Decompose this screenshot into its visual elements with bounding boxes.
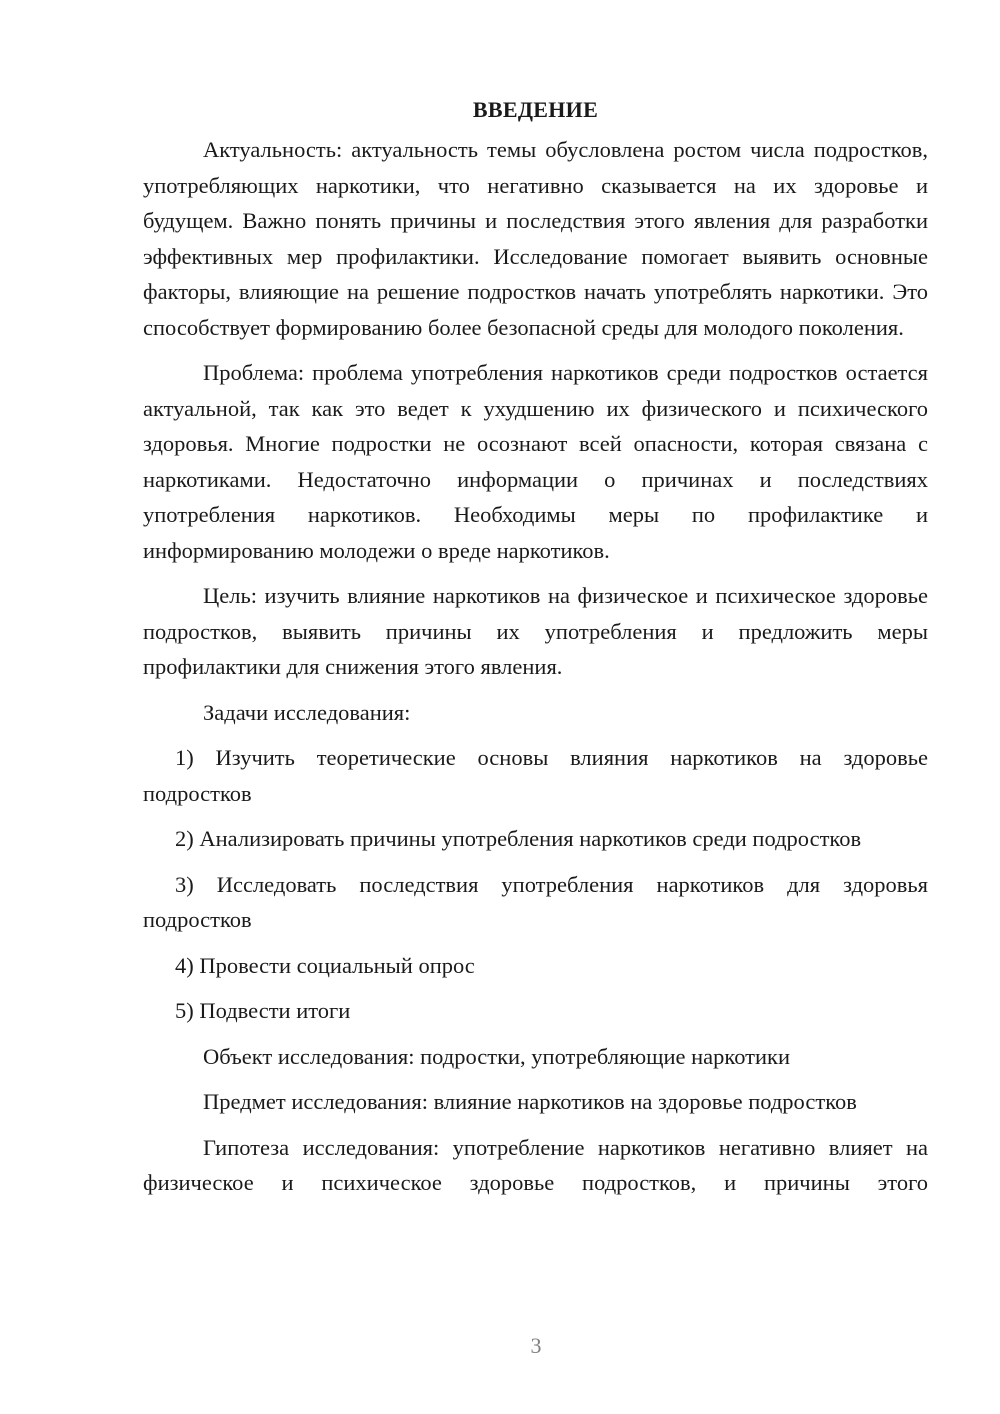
paragraph-subject: Предмет исследования: влияние наркотиков на здоровье подростков — [203, 1089, 857, 1114]
task-item-4: 4) Провести социальный опрос — [175, 952, 475, 978]
paragraph-relevance: Актуальность: актуальность темы обусловлена ростом числа подростков, употребляющих наркотики, что негативно сказывается на их здоровье и будущем. Важно понять причины и последствия этого явления для разработки эффективных мер профилактики. Исследование помогает выявить основные факторы, влияющие на решение подростков начать употреблять наркотики. Это способствует формированию более безопасной среды для молодого поколения. — [143, 137, 928, 340]
paragraph-goal: Цель: изучить влияние наркотиков на физическое и психическое здоровье подростков, выявить причины их употребления и предложить меры профилактики для снижения этого явления. — [143, 583, 928, 679]
task-item-5: 5) Подвести итоги — [175, 998, 351, 1023]
tasks-heading: Задачи исследования: — [203, 699, 411, 725]
paragraph-object: Объект исследования: подростки, употребляющие наркотики — [203, 1043, 790, 1069]
document-page — [143, 92, 928, 1201]
task-item-2: 2) Анализировать причины употребления наркотиков среди подростков — [175, 826, 862, 851]
task-item-3: 3) Исследовать последствия употребления наркотиков для здоровья подростков — [143, 871, 928, 932]
task-item-1: 1) Изучить теоретические основы влияния наркотиков на здоровье подростков — [143, 745, 928, 806]
page-title: ВВЕДЕНИЕ — [472, 97, 599, 122]
paragraph-hypothesis: Гипотеза исследования: употребление наркотиков негативно влияет на физическое и психическое здоровье подростков, и причины этого — [143, 1134, 928, 1195]
page-number: 3 — [530, 1333, 542, 1358]
paragraph-problem: Проблема: проблема употребления наркотиков среди подростков остается актуальной, так как это ведет к ухудшению их физического и психического здоровья. Многие подростки не осознают всей опасности, которая связана с наркотиками. Недостаточно информации о причинах и последствиях употребления наркотиков. Необходимы меры по профилактике и информированию молодежи о вреде наркотиков. — [143, 360, 928, 563]
